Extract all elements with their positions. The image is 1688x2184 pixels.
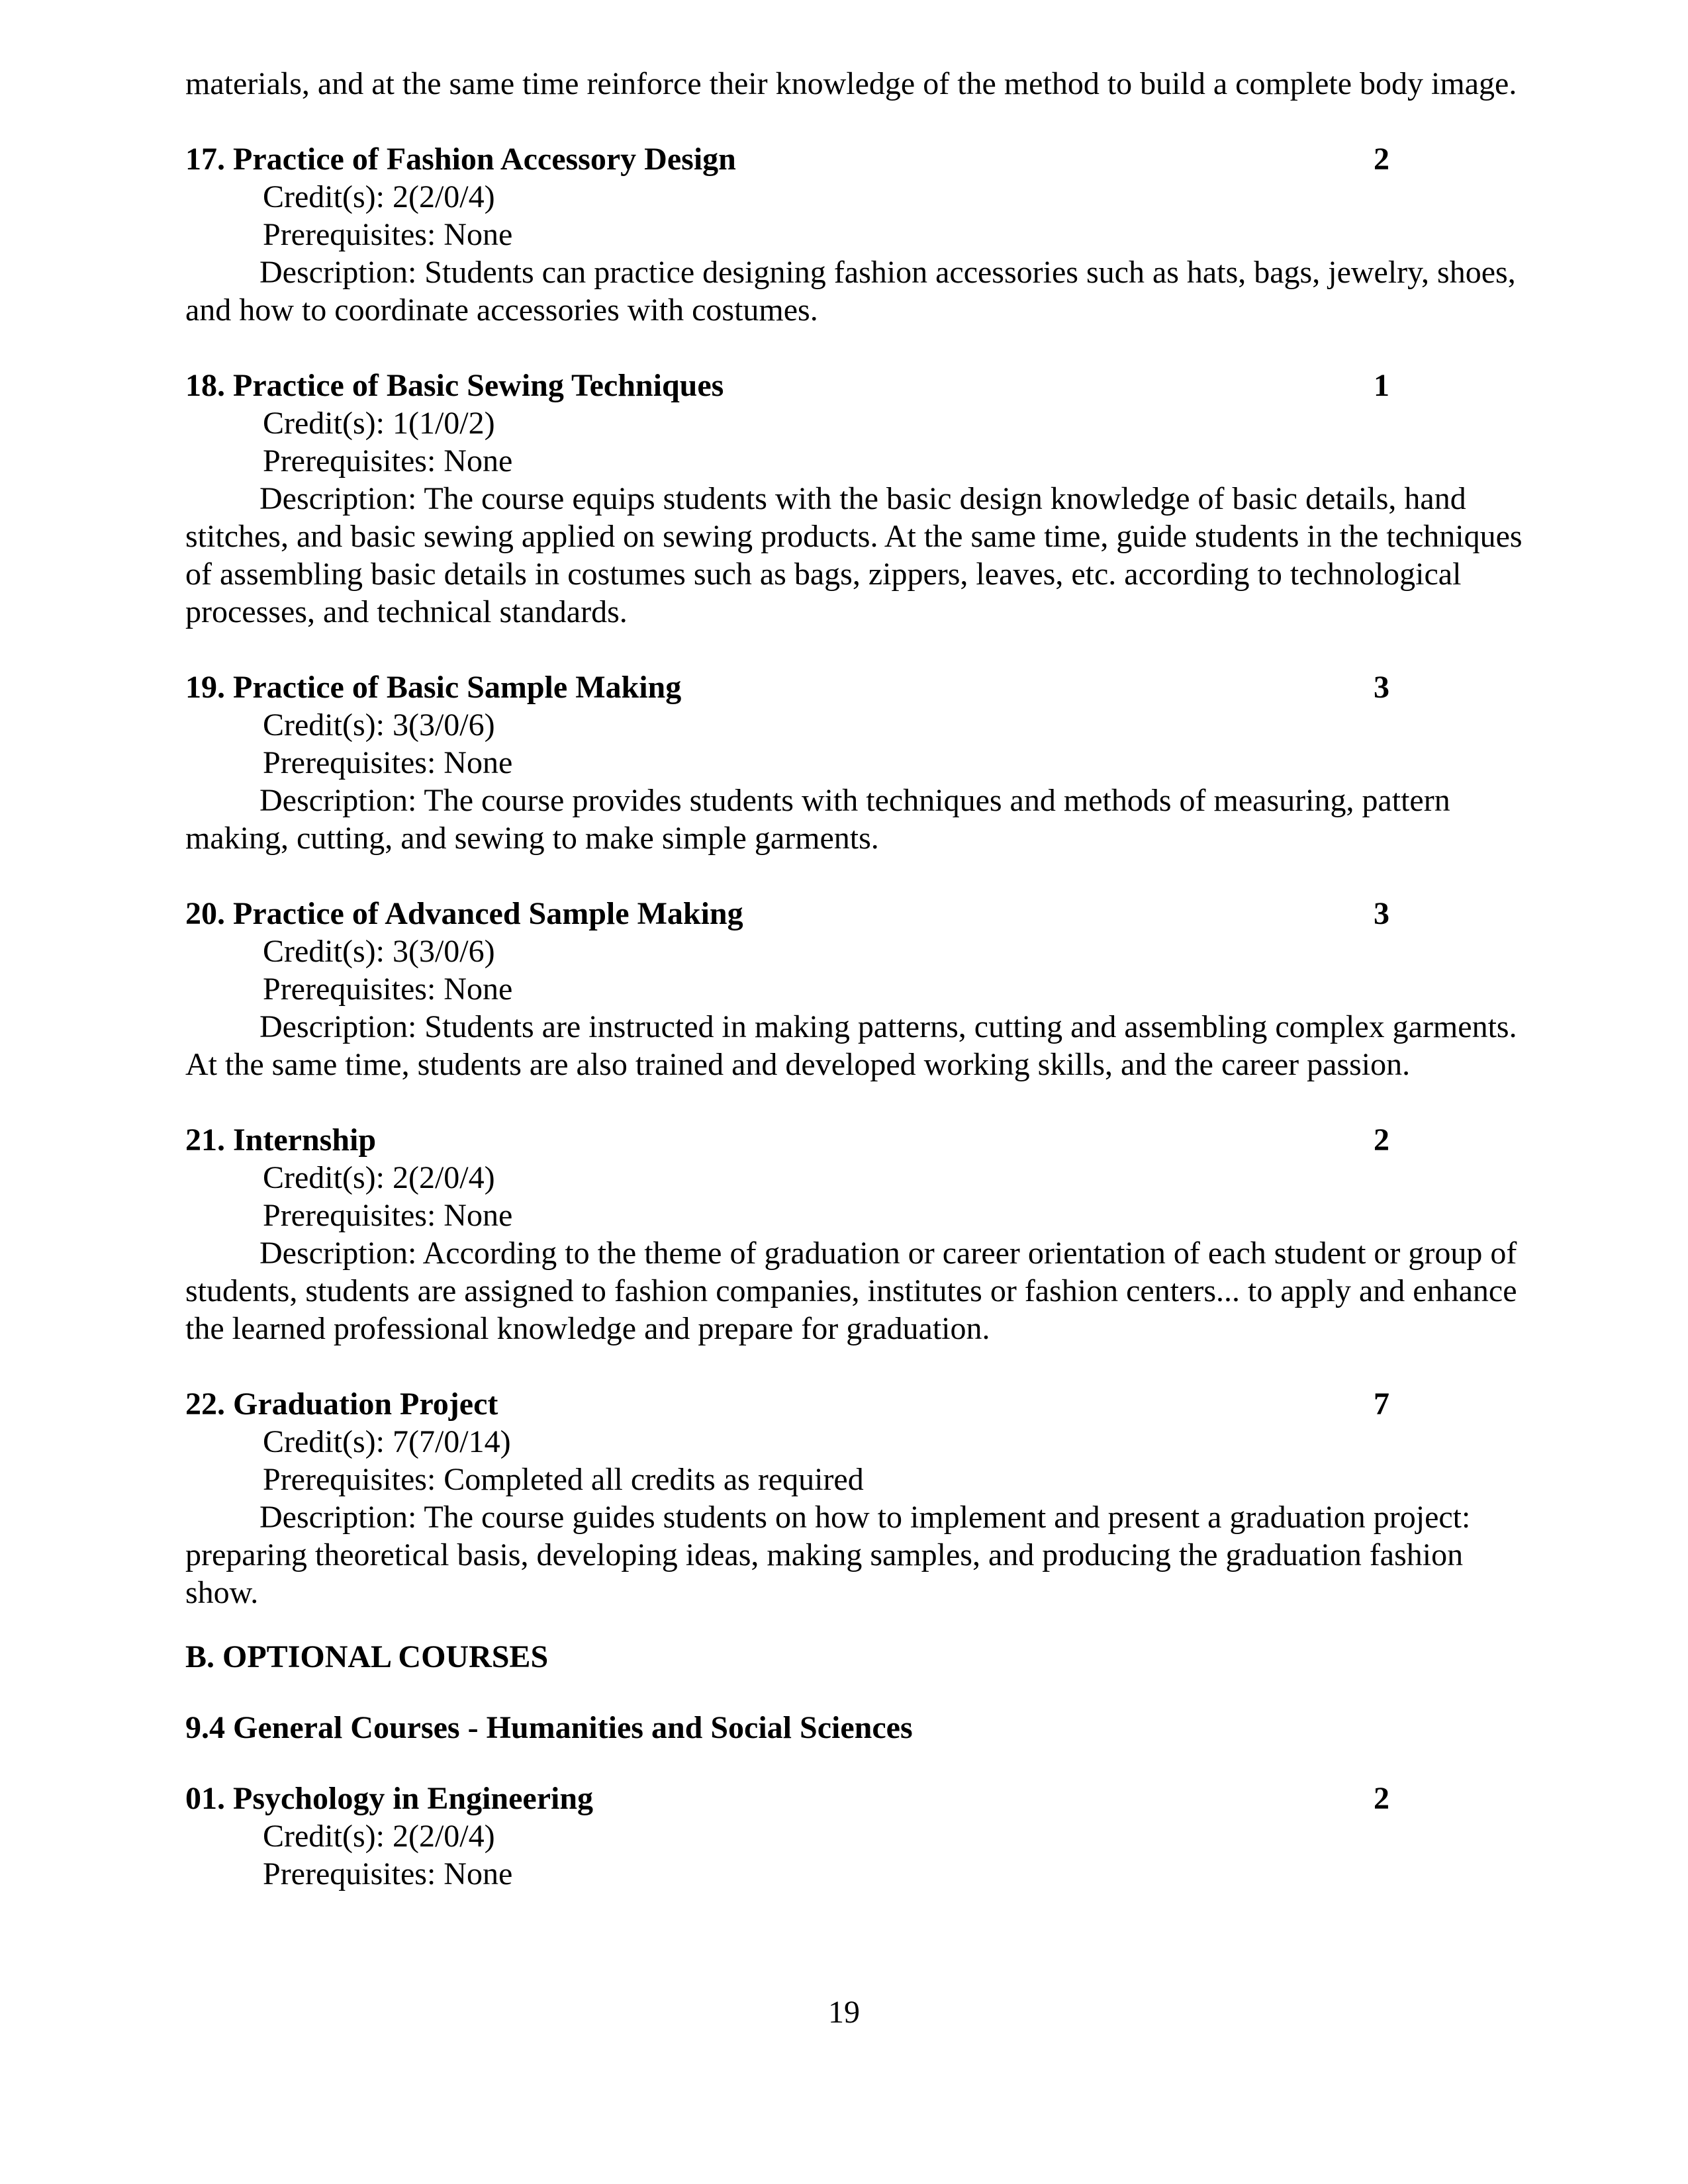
- course-entry: [185, 140, 1529, 329]
- course-description: Description: The course provides students with techniques and methods of measuring, pattern making, cutting, and sewing to make simple garments.: [185, 783, 1450, 856]
- course-heading: [185, 895, 1529, 933]
- optional-course-entry: [185, 1780, 1529, 1893]
- course-title: 18. Practice of Basic Sewing Techniques: [185, 368, 724, 403]
- course-heading: [185, 1121, 1529, 1159]
- page-content: [185, 65, 1529, 1893]
- course-heading: [185, 140, 1529, 178]
- course-prerequisites: Prerequisites: None: [263, 972, 513, 1007]
- course-entry: [185, 1121, 1529, 1347]
- course-credit-total: 1: [1374, 368, 1389, 403]
- course-title: 22. Graduation Project: [185, 1387, 498, 1422]
- section-heading: B. OPTIONAL COURSES: [185, 1639, 549, 1674]
- course-credit-total: 7: [1374, 1387, 1389, 1422]
- intro-paragraph: materials, and at the same time reinforce their knowledge of the method to build a complete body image.: [185, 66, 1517, 101]
- course-prerequisites: Prerequisites: None: [263, 745, 513, 780]
- course-credit-total: 3: [1374, 670, 1389, 705]
- course-entry: [185, 1385, 1529, 1612]
- course-heading: [185, 1385, 1529, 1423]
- course-prerequisites: Prerequisites: None: [263, 1198, 513, 1233]
- course-heading: [185, 1780, 1529, 1817]
- course-heading: [185, 668, 1529, 706]
- course-title: 17. Practice of Fashion Accessory Design: [185, 142, 736, 177]
- course-credits: Credit(s): 2(2/0/4): [263, 1819, 495, 1854]
- course-entry: [185, 367, 1529, 631]
- course-prerequisites: Prerequisites: Completed all credits as required: [263, 1462, 864, 1497]
- course-title: 20. Practice of Advanced Sample Making: [185, 896, 743, 931]
- course-credit-total: 2: [1374, 1781, 1389, 1816]
- page-number: 19: [828, 1995, 860, 2030]
- course-title: 01. Psychology in Engineering: [185, 1781, 594, 1816]
- course-credits: Credit(s): 2(2/0/4): [263, 179, 495, 214]
- course-prerequisites: Prerequisites: None: [263, 217, 513, 252]
- course-prerequisites: Prerequisites: None: [263, 1856, 513, 1891]
- course-title: 19. Practice of Basic Sample Making: [185, 670, 682, 705]
- course-entry: [185, 895, 1529, 1083]
- course-prerequisites: Prerequisites: None: [263, 443, 513, 478]
- course-credits: Credit(s): 1(1/0/2): [263, 406, 495, 441]
- course-description: Description: According to the theme of graduation or career orientation of each student or group of students, students are assigned to fashion companies, institutes or fashion centers... to apply and enhance the learned professional knowledge and prepare for graduation.: [185, 1236, 1517, 1346]
- course-description: Description: Students can practice designing fashion accessories such as hats, bags, jewelry, shoes, and how to coordinate accessories with costumes.: [185, 255, 1516, 328]
- course-description: Description: Students are instructed in making patterns, cutting and assembling complex garments. At the same time, students are also trained and developed working skills, and the career passion.: [185, 1009, 1517, 1082]
- course-credits: Credit(s): 3(3/0/6): [263, 707, 495, 743]
- course-description: Description: The course equips students with the basic design knowledge of basic details, hand stitches, and basic sewing applied on sewing products. At the same time, guide students in the techniques of assembling basic details in costumes such as bags, zippers, leaves, etc. according to technological processes, and technical standards.: [185, 481, 1523, 629]
- course-entry: [185, 668, 1529, 857]
- subsection-heading: 9.4 General Courses - Humanities and Social Sciences: [185, 1710, 913, 1745]
- course-credit-total: 3: [1374, 896, 1389, 931]
- course-heading: [185, 367, 1529, 404]
- course-title: 21. Internship: [185, 1122, 377, 1158]
- course-credits: Credit(s): 2(2/0/4): [263, 1160, 495, 1195]
- course-description: Description: The course guides students on how to implement and present a graduation project: preparing theoretical basis, developing ideas, making samples, and producing the graduation fashion show.: [185, 1500, 1471, 1610]
- course-credits: Credit(s): 7(7/0/14): [263, 1424, 511, 1459]
- course-credit-total: 2: [1374, 1122, 1389, 1158]
- course-credit-total: 2: [1374, 142, 1389, 177]
- course-credits: Credit(s): 3(3/0/6): [263, 934, 495, 969]
